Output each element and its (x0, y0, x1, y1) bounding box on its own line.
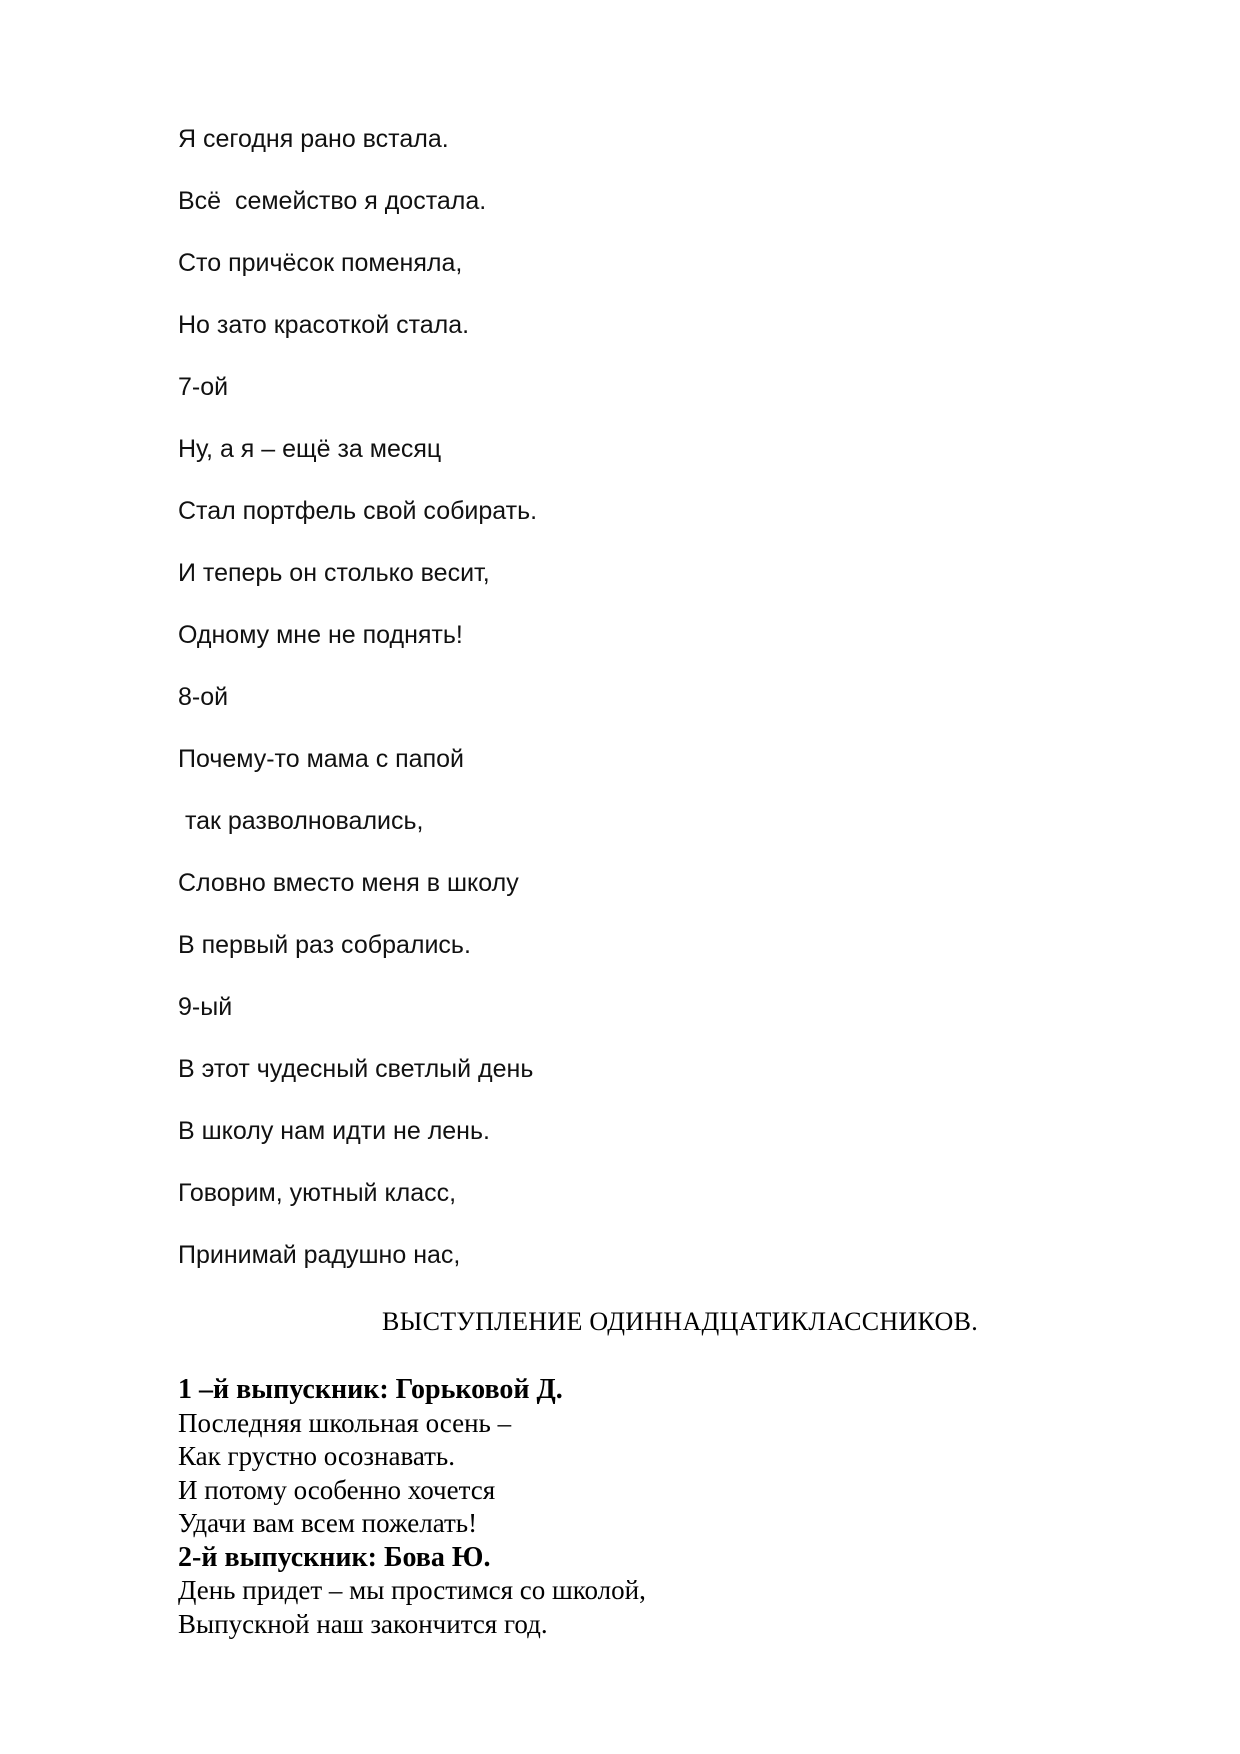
poem-line: И теперь он столько весит, (178, 559, 490, 587)
speaker-label: 9-ый (178, 993, 233, 1021)
graduate-line: Удачи вам всем пожелать! (178, 1508, 478, 1538)
poem-line: В школу нам идти не лень. (178, 1117, 490, 1145)
poem-line: Принимай радушно нас, (178, 1241, 461, 1269)
poem-line: Одному мне не поднять! (178, 621, 463, 649)
speaker-label: 8-ой (178, 683, 229, 711)
graduate-line: День придет – мы простимся со школой, (178, 1575, 646, 1605)
poem-line: Почему-то мама с папой (178, 745, 464, 773)
poem-line: В этот чудесный светлый день (178, 1055, 534, 1083)
poem-line: Говорим, уютный класс, (178, 1179, 457, 1207)
graduate-speaker: 2-й выпускник: Бова Ю. (178, 1541, 491, 1573)
poem-line: Сто причёсок поменяла, (178, 249, 463, 277)
graduate-line: Выпускной наш закончится год. (178, 1608, 548, 1639)
poem-line: В первый раз собрались. (178, 931, 471, 959)
poem-line: Я сегодня рано встала. (178, 125, 449, 153)
poem-line: Ну, а я – ещё за месяц (178, 435, 442, 463)
graduate-speaker: 1 –й выпускник: Горьковой Д. (178, 1374, 563, 1405)
graduate-line: Как грустно осознавать. (178, 1441, 456, 1471)
section-title: ВЫСТУПЛЕНИЕ ОДИННАДЦАТИКЛАССНИКОВ. (381, 1307, 979, 1336)
poem-line: так разволновались, (178, 807, 424, 835)
speaker-label: 7-ой (178, 373, 229, 401)
poem-line: Словно вместо меня в школу (178, 869, 519, 897)
graduate-line: И потому особенно хочется (178, 1474, 496, 1505)
graduate-line: Последняя школьная осень – (178, 1407, 512, 1438)
poem-line: Всё семейство я достала. (178, 187, 487, 215)
poem-stanzas (178, 118, 1078, 1296)
poem-line: Но зато красоткой стала. (178, 311, 470, 339)
poem-line: Стал портфель свой собирать. (178, 497, 538, 525)
graduates-section (178, 1373, 1078, 1641)
